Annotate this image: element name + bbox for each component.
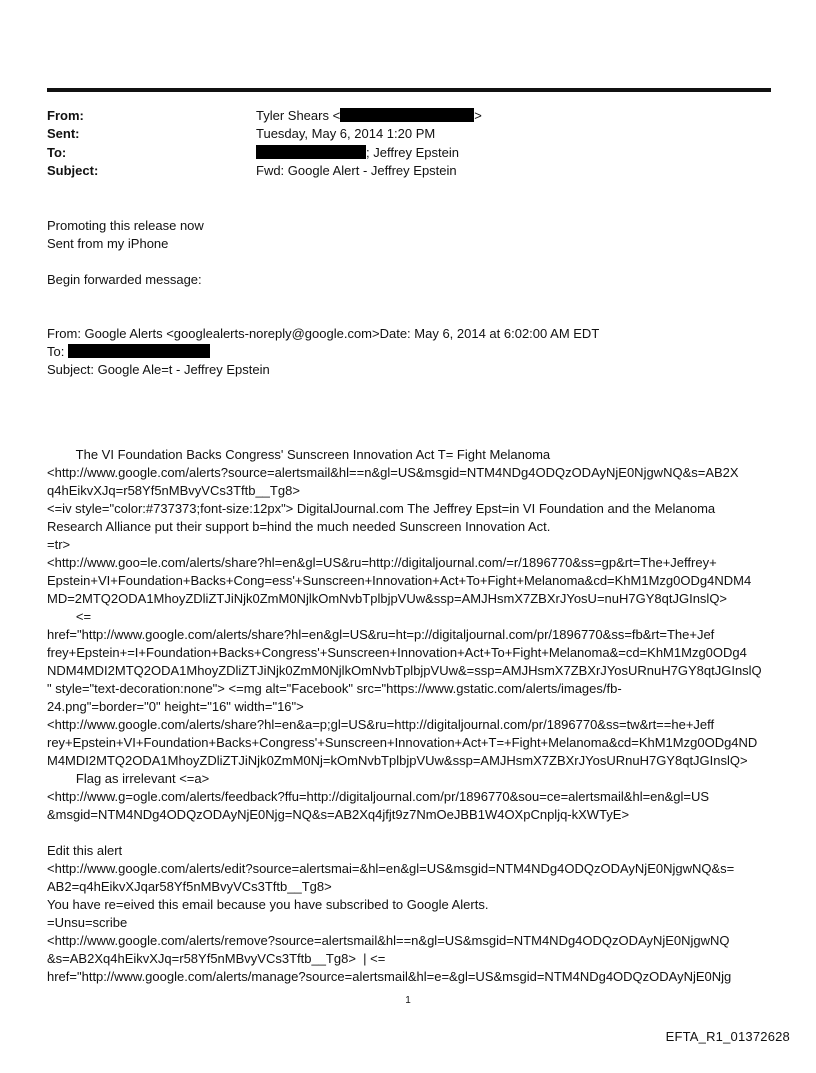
redaction-block: [256, 145, 366, 159]
from-label: From:: [47, 108, 84, 123]
to-label: To:: [47, 145, 67, 160]
body-line: AB2=q4hEikvXJqar58Yf5nMBvyVCs3Tftb__Tg8>: [47, 879, 332, 894]
body-line: &msgid=NTM4NDg4ODQzODAyNjE0Njg=NQ&s=AB2Xq4jfjt9z7NmOeJBB1W4OXpCnpljq-kXWTyE>: [47, 807, 630, 822]
forwarded-to-label: To:: [47, 344, 65, 359]
redaction-block: [68, 344, 210, 358]
subject-value: Fwd: Google Alert - Jeffrey Epstein: [256, 163, 457, 178]
sent-label: Sent:: [47, 126, 80, 141]
to-value: [256, 145, 459, 161]
forwarded-to: [47, 343, 210, 361]
body-line: NDM4MDI2MTQ2ODA1MhoyZDliZTJiNjk0ZmM0NjlkOmNvbTplbjpVUw&=ssp=AMJHsmX7ZBXrJYosURnuH7GY8qtJGInslQ: [47, 663, 762, 678]
body-line: MD=2MTQ2ODA1MhoyZDliZTJiNjk0ZmM0NjlkOmNvbTplbjpVUw&ssp=AMJHsmX7ZBXrJYosU=nuH7GY8qtJGInslQ>: [47, 591, 728, 606]
body-line: <http://www.g=ogle.com/alerts/feedback?ffu=http://digitaljournal.com/pr/1896770&sou=ce=alertsmail&hl=en&gl=US: [47, 789, 710, 804]
forwarded-subject: Subject: Google Ale=t - Jeffrey Epstein: [47, 362, 270, 377]
body-line: <http://www.google.com/alerts/share?hl=en&a=p;gl=US&ru=http://digitaljournal.com/pr/1896770&ss=tw&rt==he+Jeff: [47, 717, 715, 732]
forwarded-body: [47, 446, 777, 986]
from-close: >: [474, 108, 482, 123]
body-line: Flag as irrelevant <=a>: [47, 771, 210, 786]
forwarded-from: From: Google Alerts <googlealerts-noreply@google.com>Date: May 6, 2014 at 6:02:00 AM EDT: [47, 326, 600, 341]
body-line: href="http://www.google.com/alerts/manage?source=alertsmail&hl=e=&gl=US&msgid=NTM4NDg4ODQzODAyNjE0Njg: [47, 969, 732, 984]
body-line: href="http://www.google.com/alerts/share?hl=en&gl=US&ru=ht=p://digitaljournal.com/pr/1896770&ss=fb&rt=The+Jef: [47, 627, 715, 642]
body-line: rey+Epstein+VI+Foundation+Backs+Congress'+Sunscreen+Innovation+Act+T=+Fight+Melanoma&cd=KhM1Mzg0ODg4ND: [47, 735, 758, 750]
body-line: Research Alliance put their support b=hind the much needed Sunscreen Innovation Act.: [47, 519, 551, 534]
header-rule: [47, 88, 771, 92]
body-line: Epstein+VI+Foundation+Backs+Cong=ess'+Sunscreen+Innovation+Act+To+Fight+Melanoma&cd=KhM1Mzg0ODg4NDM4: [47, 573, 752, 588]
body-line: Edit this alert: [47, 843, 123, 858]
body-line: q4hEikvXJq=r58Yf5nMBvyVCs3Tftb__Tg8>: [47, 483, 300, 498]
body-line: =tr>: [47, 537, 71, 552]
body-line: [47, 824, 777, 842]
body-line: frey+Epstein+=I+Foundation+Backs+Congress'+Sunscreen+Innovation+Act+To+Fight+Melanoma&=cd=KhM1Mzg0ODg4: [47, 645, 747, 660]
body-line: You have re=eived this email because you have subscribed to Google Alerts.: [47, 897, 489, 912]
subject-label: Subject:: [47, 163, 99, 178]
body-line: &s=AB2Xq4hEikvXJq=r58Yf5nMBvyVCs3Tftb__Tg8> | <=: [47, 951, 386, 966]
body-line: 24.png"=border="0" height="16" width="16">: [47, 699, 304, 714]
body-line: The VI Foundation Backs Congress' Sunscreen Innovation Act T= Fight Melanoma: [47, 447, 551, 462]
page-number: 1: [405, 995, 411, 1006]
redaction-block: [340, 108, 474, 122]
body-line: <http://www.google.com/alerts/edit?source=alertsmai=&hl=en&gl=US&msgid=NTM4NDg4ODQzODAyNjE0NjgwNQ&s=: [47, 861, 735, 876]
body-line: " style="text-decoration:none"> <=mg alt="Facebook" src="https://www.gstatic.com/alerts/images/fb-: [47, 681, 622, 696]
body-line: =Unsu=scribe: [47, 915, 128, 930]
body-line: <http://www.google.com/alerts/remove?source=alertsmail&hl==n&gl=US&msgid=NTM4NDg4ODQzODAyNjE0NjgwNQ: [47, 933, 730, 948]
from-name: Tyler Shears <: [256, 108, 341, 123]
message-line-1: Promoting this release now: [47, 218, 204, 233]
sent-value: Tuesday, May 6, 2014 1:20 PM: [256, 126, 436, 141]
body-line: M4MDI2MTQ2ODA1MhoyZDliZTJiNjk0ZmM0Nj=kOmNvbTplbjpVUw&ssp=AMJHsmX7ZBXrJYosURnuH7GY8qtJGInslQ>: [47, 753, 748, 768]
body-line: <http://www.goo=le.com/alerts/share?hl=en&gl=US&ru=http://digitaljournal.com/=r/1896770&ss=gp&rt=The+Jeffrey+: [47, 555, 717, 570]
body-line: <=iv style="color:#737373;font-size:12px"> DigitalJournal.com The Jeffrey Epst=in VI Foundation and the Melanoma: [47, 501, 716, 516]
from-value: [256, 108, 482, 124]
to-recipient: ; Jeffrey Epstein: [366, 145, 459, 160]
message-line-2: Sent from my iPhone: [47, 236, 169, 251]
message-line-3: Begin forwarded message:: [47, 272, 202, 287]
body-line: <=: [47, 609, 92, 624]
bates-stamp: EFTA_R1_01372628: [665, 1029, 790, 1044]
body-line: <http://www.google.com/alerts?source=alertsmail&hl==n&gl=US&msgid=NTM4NDg4ODQzODAyNjE0NjgwNQ&s=AB2X: [47, 465, 739, 480]
